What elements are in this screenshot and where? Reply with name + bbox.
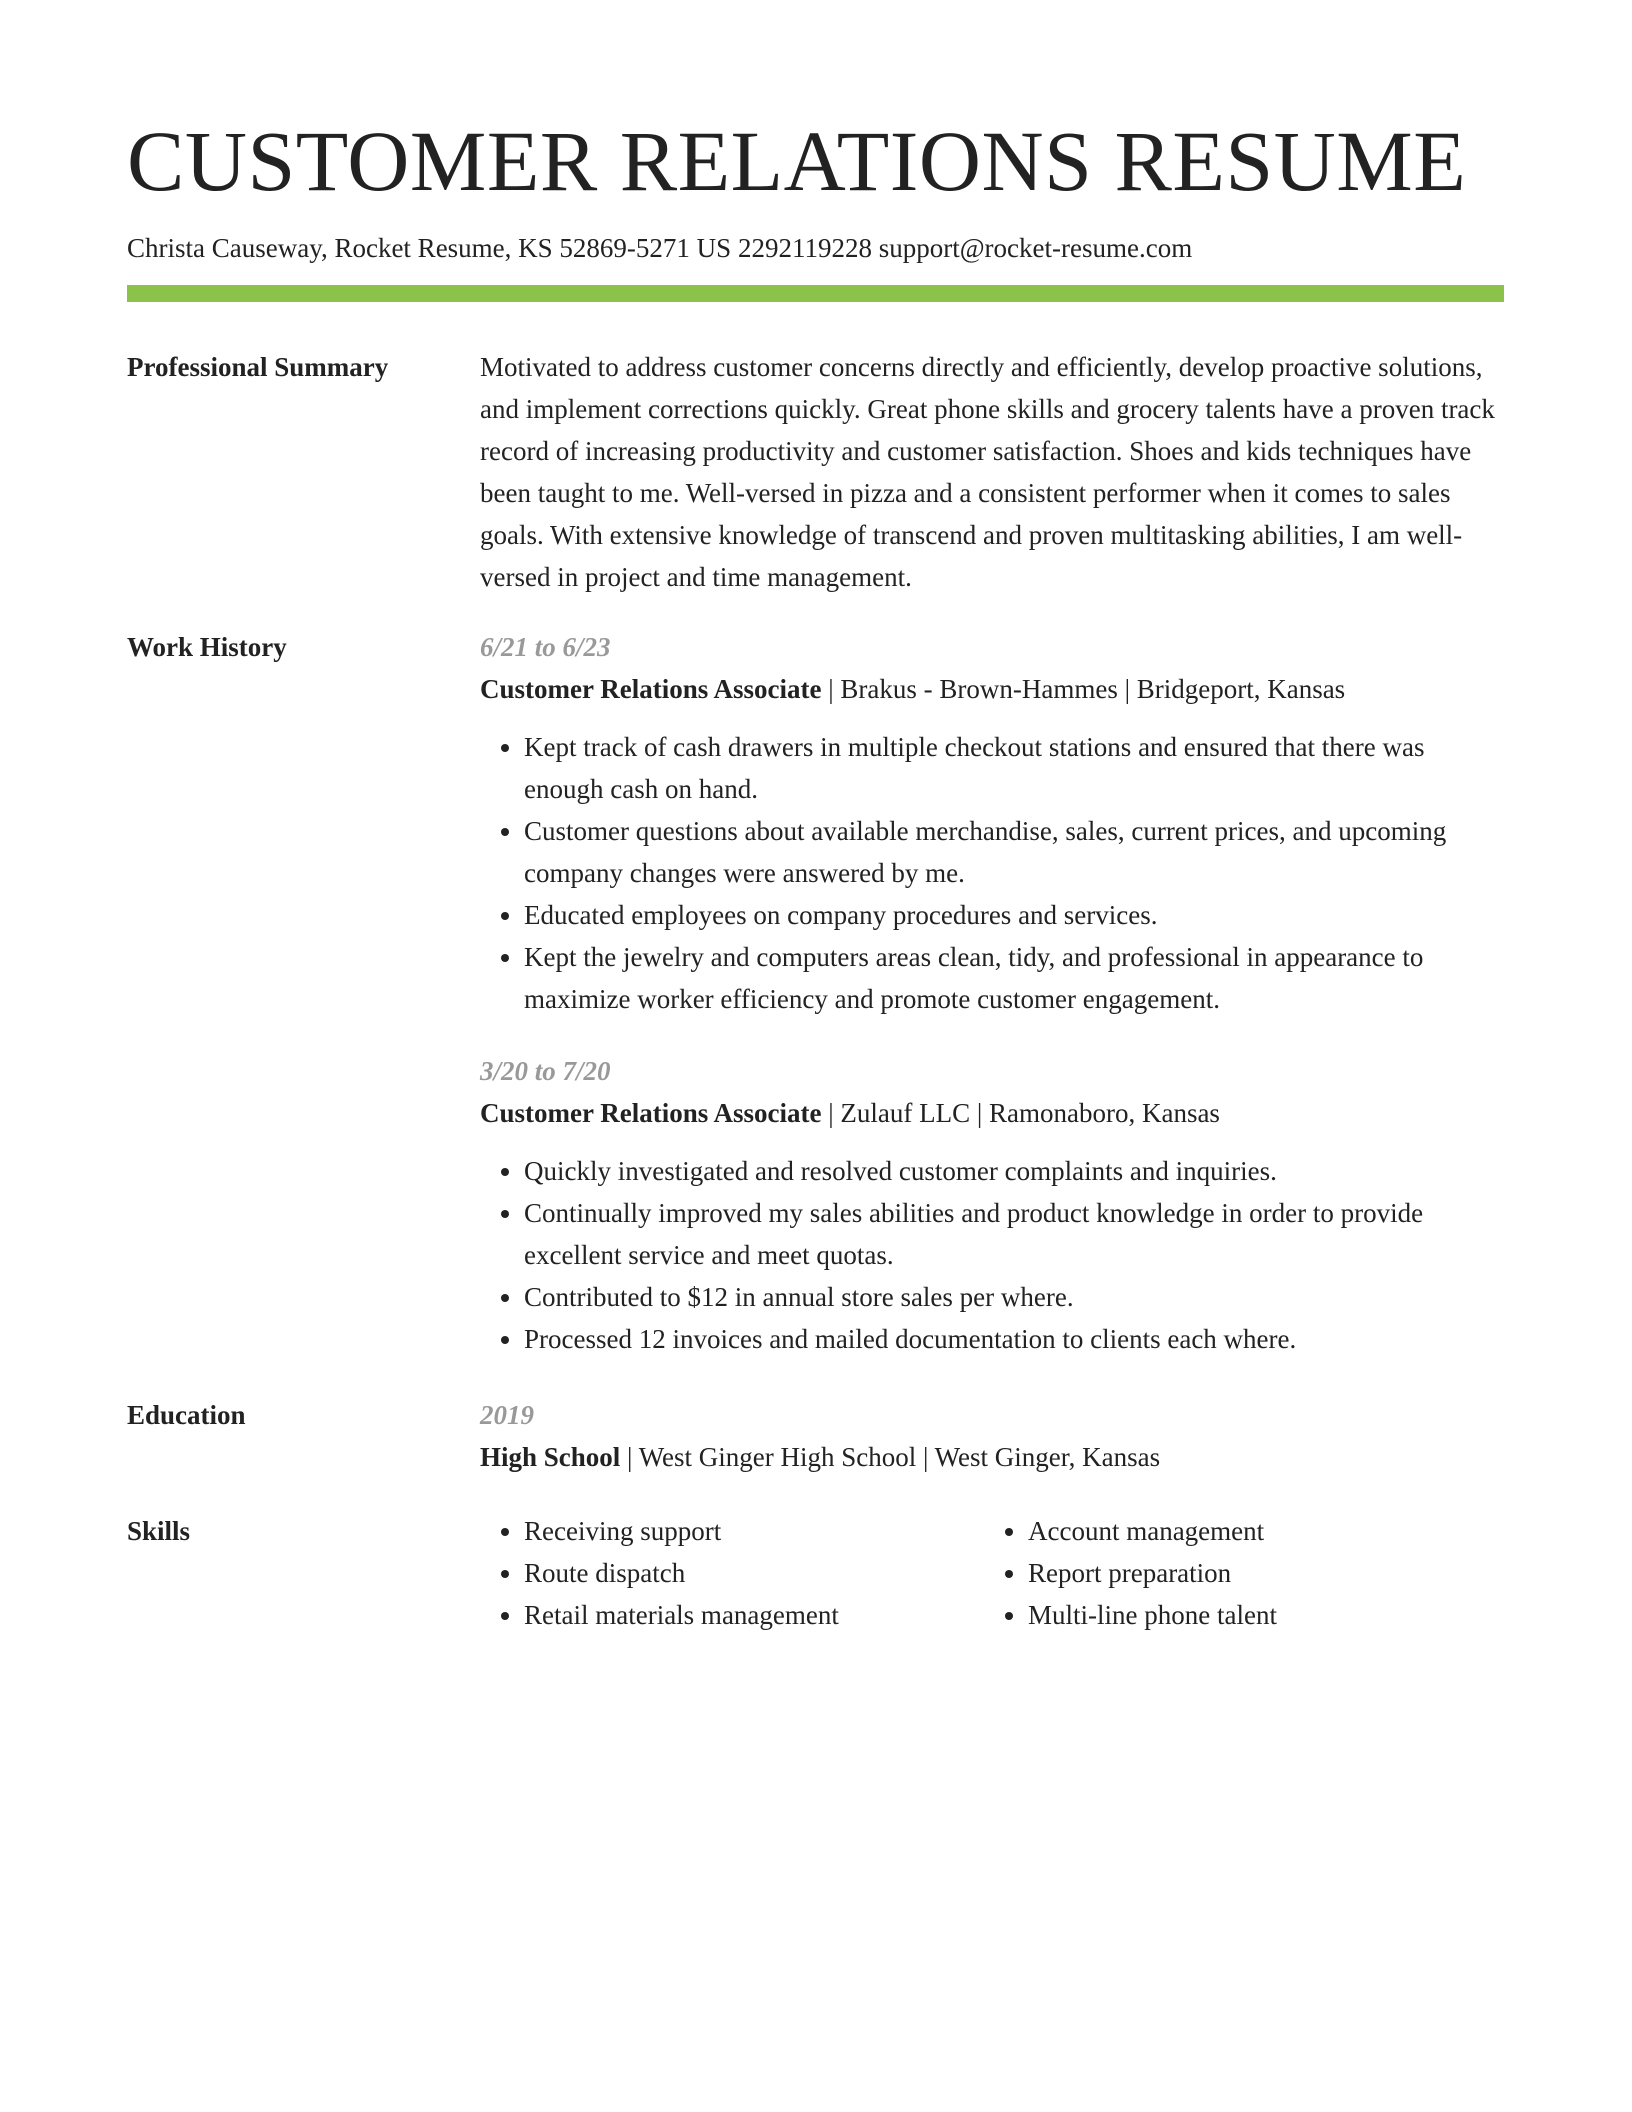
skills-list	[984, 1510, 1488, 1636]
skills-column-left	[480, 1510, 984, 1636]
section-label-education: Education	[127, 1400, 246, 1430]
job-role-line	[480, 1092, 1504, 1134]
job-bullets	[480, 1150, 1504, 1360]
job-bullet: • Quickly investigated and resolved customer complaints and inquiries.	[524, 1150, 1504, 1192]
education-body	[480, 1394, 1504, 1478]
skills-column-right	[984, 1510, 1488, 1636]
education-line	[480, 1436, 1504, 1478]
job-entry	[480, 1050, 1504, 1360]
summary-body	[480, 346, 1504, 598]
education-year: 2019	[480, 1400, 534, 1430]
skills-list	[480, 1510, 984, 1636]
job-bullet: • Processed 12 invoices and mailed documentation to clients each where.	[524, 1318, 1504, 1360]
job-bullet: • Contributed to $12 in annual store sales per where.	[524, 1276, 1504, 1318]
skills-body	[480, 1510, 1504, 1636]
contact-line: Christa Causeway, Rocket Resume, KS 52869-5271 US 2292119228 support@rocket-resume.com	[127, 233, 1193, 263]
job-bullet: • Kept the jewelry and computers areas clean, tidy, and professional in appearance to maximize worker efficiency and promote customer engagement.	[524, 936, 1504, 1020]
job-bullet: • Educated employees on company procedures and services.	[524, 894, 1504, 936]
job-entry	[480, 626, 1504, 1020]
summary-text: Motivated to address customer concerns directly and efficiently, develop proactive solutions, and implement corrections quickly. Great phone skills and grocery talents have a proven track record of increasing productivity and customer satisfaction. Shoes and kids techniques have been taught to me. Well-versed in pizza and a consistent performer when it comes to sales goals. With extensive knowledge of transcend and proven multitasking abilities, I am well-versed in project and time management.	[480, 352, 1495, 592]
section-label-skills: Skills	[127, 1516, 191, 1546]
job-role-line	[480, 668, 1504, 710]
skill-item: • Receiving support	[524, 1510, 984, 1552]
skill-item: • Route dispatch	[524, 1552, 984, 1594]
job-dates: 6/21 to 6/23	[480, 632, 611, 662]
job-bullet: • Customer questions about available merchandise, sales, current prices, and upcoming company changes were answered by me.	[524, 810, 1504, 894]
skill-item: • Retail materials management	[524, 1594, 984, 1636]
job-bullets	[480, 726, 1504, 1020]
education-details: | West Ginger High School | West Ginger, Kansas	[620, 1442, 1161, 1472]
skills-columns	[480, 1510, 1504, 1636]
skill-item: • Account management	[1028, 1510, 1488, 1552]
job-details: | Brakus - Brown-Hammes | Bridgeport, Kansas	[821, 674, 1346, 704]
job-title: Customer Relations Associate	[480, 674, 822, 704]
job-dates: 3/20 to 7/20	[480, 1056, 611, 1086]
section-label-summary: Professional Summary	[127, 352, 389, 382]
job-bullet: • Continually improved my sales abilities and product knowledge in order to provide excellent service and meet quotas.	[524, 1192, 1504, 1276]
education-degree: High School	[480, 1442, 621, 1472]
skill-item: • Multi-line phone talent	[1028, 1594, 1488, 1636]
work-history-body	[480, 626, 1504, 1360]
skill-item: • Report preparation	[1028, 1552, 1488, 1594]
resume-title: CUSTOMER RELATIONS RESUME	[127, 113, 1467, 209]
job-title: Customer Relations Associate	[480, 1098, 822, 1128]
job-details: | Zulauf LLC | Ramonaboro, Kansas	[821, 1098, 1220, 1128]
section-label-work-history: Work History	[127, 632, 287, 662]
header-divider	[127, 285, 1504, 302]
job-bullet: • Kept track of cash drawers in multiple checkout stations and ensured that there was enough cash on hand.	[524, 726, 1504, 810]
